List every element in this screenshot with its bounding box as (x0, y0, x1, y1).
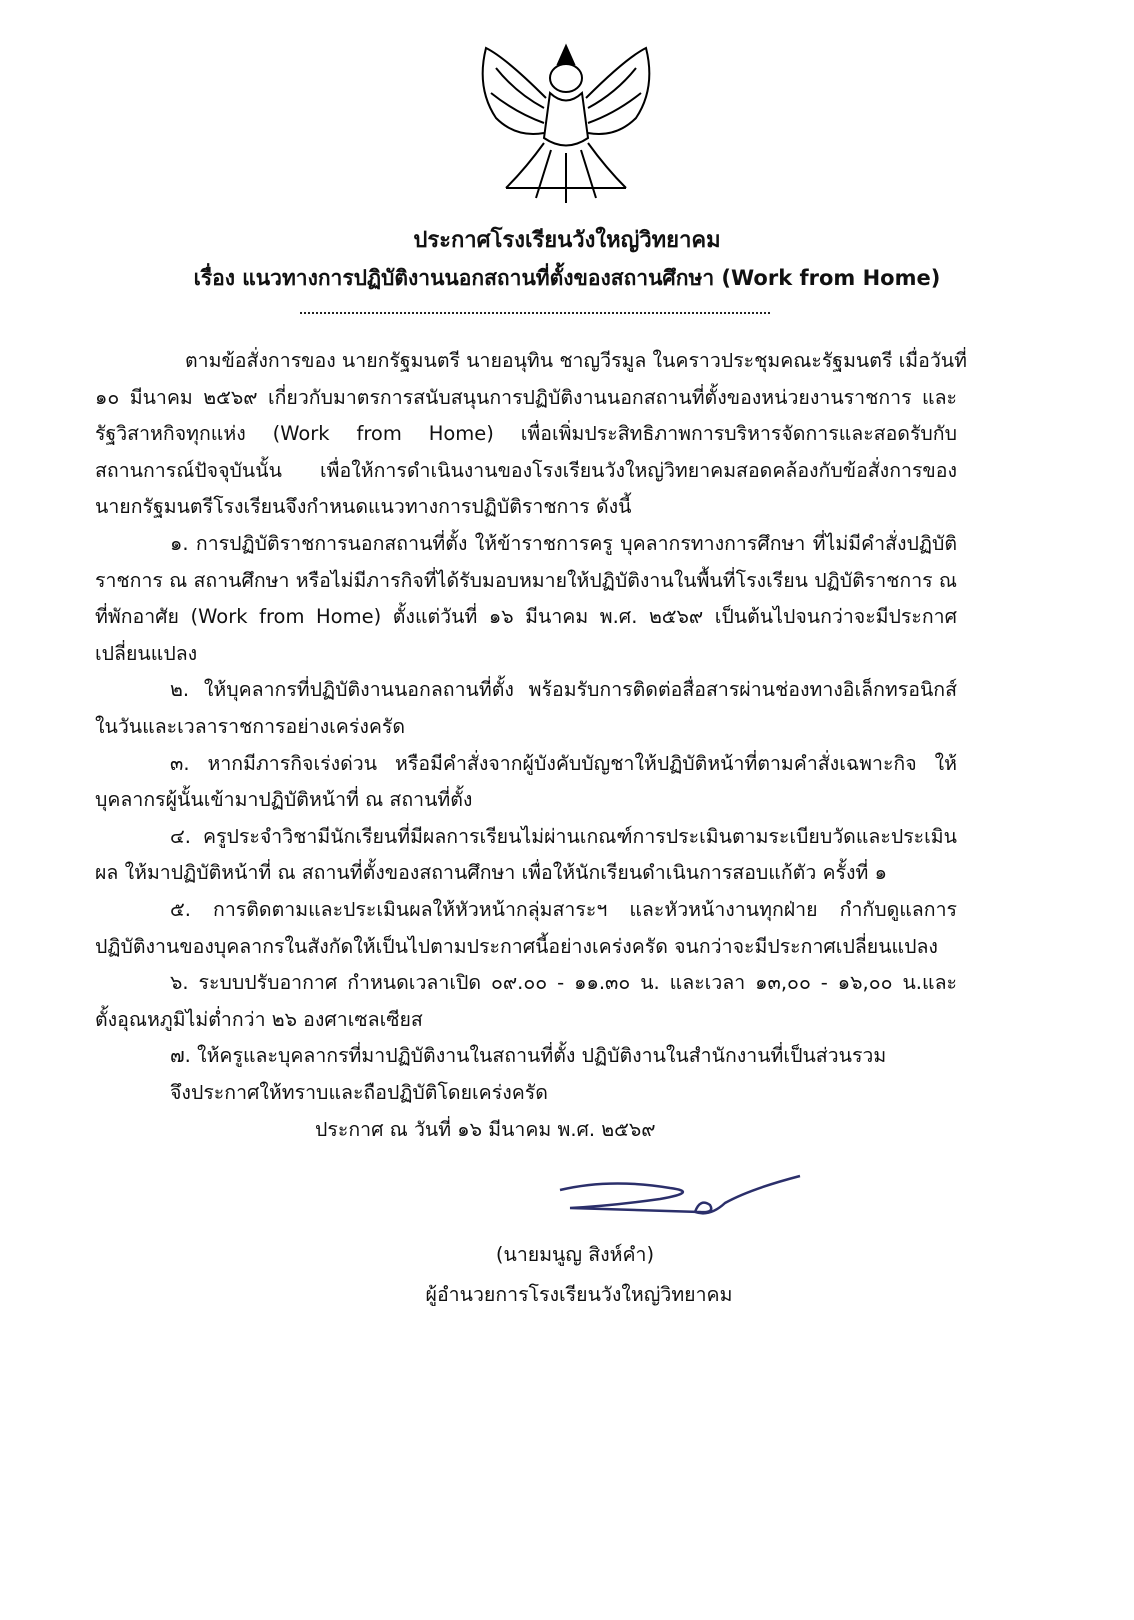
body-line: ที่พักอาศัย (Work from Home) ตั้งแต่วันที่ ๑๖ มีนาคม พ.ศ. ๒๕๖๙ เป็นต้นไปจนกว่าจะมีประกาศ (95, 605, 957, 629)
signatory-position: ผู้อำนวยการโรงเรียนวังใหญ่วิทยาคม (425, 1283, 733, 1306)
body-line: ๑. การปฏิบัติราชการนอกสถานที่ตั้ง ให้ข้าราชการครู บุคลากรทางการศึกษา ที่ไม่มีคำสั่งปฏิบัติ (170, 532, 957, 555)
body-line: ตั้งอุณหภูมิไม่ต่ำกว่า ๒๖ องศาเซลเซียส (95, 1007, 423, 1031)
body-line: ๑๐ มีนาคม ๒๕๖๙ เกี่ยวกับมาตรการสนับสนุนการปฏิบัติงานนอกสถานที่ตั้งของหน่วยงานราชการ และ (95, 385, 957, 409)
body-line: ๖. ระบบปรับอากาศ กำหนดเวลาเปิด ๐๙.๐๐ - ๑๑.๓๐ น. และเวลา ๑๓,๐๐ - ๑๖,๐๐ น.และ (170, 971, 957, 995)
body-line: นายกรัฐมนตรีโรงเรียนจึงกำหนดแนวทางการปฏิบัติราชการ ดังนี้ (95, 495, 632, 519)
body-line: ๔. ครูประจำวิชามีนักเรียนที่มีผลการเรียนไม่ผ่านเกณฑ์การประเมินตามระเบียบวัดและประเมิน (170, 824, 957, 848)
body-line: ๒. ให้บุคลากรที่ปฏิบัติงานนอกลถานที่ตั้ง พร้อมรับการติดต่อสื่อสารผ่านช่องทางอิเล็กทรอนิกส์ (170, 678, 957, 702)
body-line: ผล ให้มาปฏิบัติหน้าที่ ณ สถานที่ตั้งของสถานศึกษา เพื่อให้นักเรียนดำเนินการสอบแก้ตัว ครั้งที่ ๑ (95, 861, 887, 885)
body-line: ๗. ให้ครูและบุคลากรที่มาปฏิบัติงานในสถานที่ตั้ง ปฏิบัติงานในสำนักงานที่เป็นส่วนรวม (170, 1044, 887, 1068)
announcement-subject: เรื่อง แนวทางการปฏิบัติงานนอกสถานที่ตั้งของสถานศึกษา (Work from Home) (193, 266, 941, 290)
body-line: สถานการณ์ปัจจุบันนั้น เพื่อให้การดำเนินงานของโรงเรียนวังใหญ่วิทยาคมสอดคล้องกับข้อสั่งการของ (95, 458, 957, 482)
announcement-date: ประกาศ ณ วันที่ ๑๖ มีนาคม พ.ศ. ๒๕๖๙ (315, 1117, 656, 1141)
body-line: ปฏิบัติงานของบุคลากรในสังกัดให้เป็นไปตามประกาศนี้อย่างเคร่งครัด จนกว่าจะมีประกาศเปลี่ยนแปลง (95, 934, 938, 958)
signatory-name: (นายมนูญ สิงห์คำ) (495, 1243, 655, 1266)
body-line: ๕. การติดตามและประเมินผลให้หัวหน้ากลุ่มสาระฯ และหัวหน้างานทุกฝ่าย กำกับดูแลการ (170, 898, 957, 921)
closing-statement: จึงประกาศให้ทราบและถือปฏิบัติโดยเคร่งครัด (170, 1081, 548, 1104)
body-line: รัฐวิสาหกิจทุกแห่ง (Work from Home) เพื่อเพิ่มประสิทธิภาพการบริหารจัดการและสอดรับกับ (95, 422, 957, 446)
body-line: บุคลากรผู้นั้นเข้ามาปฏิบัติหน้าที่ ณ สถานที่ตั้ง (95, 788, 473, 812)
body-line: เปลี่ยนแปลง (95, 641, 198, 665)
body-line: ๓. หากมีภารกิจเร่งด่วน หรือมีคำสั่งจากผู้บังคับบัญชาให้ปฏิบัติหน้าที่ตามคำสั่งเฉพาะกิจ ให้ (170, 751, 957, 775)
signature (550, 1172, 810, 1232)
body-line: ในวันและเวลาราชการอย่างเคร่งครัด (95, 715, 406, 738)
body-line: ตามข้อสั่งการของ นายกรัฐมนตรี นายอนุทิน ชาญวีรมูล ในคราวประชุมคณะรัฐมนตรี เมื่อวันที่ (185, 349, 967, 372)
divider (300, 312, 770, 314)
announcement-title: ประกาศโรงเรียนวังใหญ่วิทยาคม (413, 228, 721, 253)
body-line: ราชการ ณ สถานศึกษา หรือไม่มีภารกิจที่ได้รับมอบหมายให้ปฏิบัติงานในพื้นที่โรงเรียน ปฏิบัติราชการ ณ (95, 568, 957, 592)
garuda-emblem (466, 38, 666, 208)
